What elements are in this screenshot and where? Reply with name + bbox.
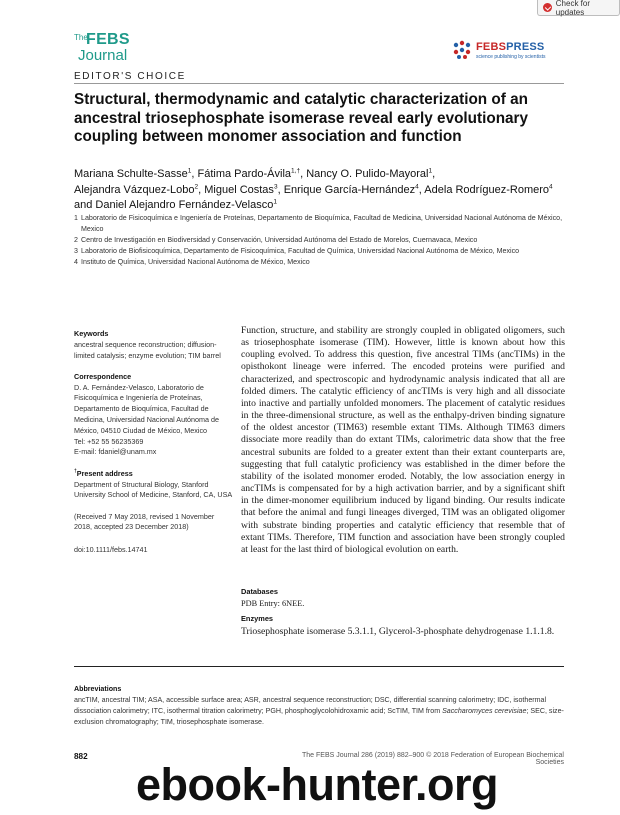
author-affiliation-marker: 3 <box>273 183 278 191</box>
author-list: Mariana Schulte-Sasse$^1$, Fátima Pardo-Ávila$^{1,\dagger}$, Nancy O. Pulido-Mayoral$^1$, Alejandra Vázquez-Lobo$^2$, Miguel Costas$^3$, Enrique García-Hernández$^4$, Adela Rodríguez-Romero$^4$ and Daniel Alejandro Fernández-Velasco$^1$ <box>74 167 553 212</box>
enzymes-heading: Enzymes <box>241 614 274 623</box>
watermark-text: ebook-hunter.org <box>136 759 498 810</box>
check-for-updates-badge[interactable] <box>537 0 620 16</box>
author-name: Miguel Costas <box>204 183 274 196</box>
affiliation-list <box>74 213 569 268</box>
keywords-heading: Keywords <box>74 329 109 338</box>
received-dates: (Received 7 May 2018, revised 1 November 2018, accepted 23 December 2018) <box>74 511 215 532</box>
journal-citation: The FEBS Journal 286 (2019) 882–900 © 2018 Federation of European Biochemical Societies <box>302 752 564 766</box>
databases-section <box>241 587 565 609</box>
author-affiliation-marker: 1 <box>273 198 277 206</box>
affiliation-item: 1 Laboratorio de Fisicoquímica e Ingeniería de Proteínas, Departamento de Bioquímica, Facultad de Medicina, Universidad Nacional Autónoma de México, Mexico <box>74 214 563 234</box>
febs-press-logo <box>452 38 564 62</box>
editors-choice-label: EDITOR'S CHOICE <box>74 71 186 82</box>
febs-press-name: FEBSPRESS <box>476 41 545 53</box>
logo-journal: Journal <box>78 47 128 64</box>
header-rule <box>74 83 564 84</box>
check-updates-label: Check for updates <box>555 0 590 17</box>
affiliation-item: 2 Centro de Investigación en Biodiversidad y Conservación, Universidad Autónoma del Estado de Morelos, Cuernavaca, Mexico <box>74 236 478 245</box>
correspondence-address: D. A. Fernández-Velasco, Laboratorio de Fisicoquímica e Ingeniería de Proteínas, Departamento de Bioquímica, Facultad de Medicina, Universidad Nacional Autónoma de México, 04510 Ciudad de México, Mexico <box>74 382 220 435</box>
febs-journal-logo <box>74 32 160 66</box>
author-name: Alejandra Vázquez-Lobo <box>74 183 195 196</box>
correspondence-email[interactable]: E-mail: fdaniel@unam.mx <box>74 447 157 457</box>
febs-press-dots-icon <box>452 40 474 60</box>
databases-heading: Databases <box>241 587 278 596</box>
abbreviations-text: ancTIM, ancestral TIM; ASA, accessible surface area; ASR, ancestral sequence reconstruction; DSC, differential scanning calorimetry; IDC, isothermal dissociation calorimetry; ITC, isothermal titration calorimetry; PGH, phosphoglycolohidroxamic acid; ScTIM, TIM from Saccharomyces cerevisiae; SEC, size-exclusion chromatography; TIM, triosephosphate isomerase. <box>74 695 564 726</box>
check-updates-icon <box>543 3 552 12</box>
author-affiliation-marker: 2 <box>194 183 199 191</box>
correspondence-tel: Tel: +52 55 56235369 <box>74 436 144 446</box>
article-title: Structural, thermodynamic and catalytic characterization of an ancestral triosephosphate isomerase reveal early evolutionary coupling between monomer association and function <box>74 91 529 146</box>
abstract-bottom-rule <box>74 666 564 667</box>
author-name: Adela Rodríguez-Romero <box>424 183 550 196</box>
abstract-text: Function, structure, and stability are strongly coupled in obligated oligomers, such as triosephosphate isomerase (TIM). However, little is known about how this coupling evolved. To address this question, five ancestral TIMs (ancTIMs) in the opisthokont lineage were inferred. The encoded proteins were purified and characterized, and spectroscopic and hydrodynamic analysis indicated that all are folded dimers. The catalytic efficiency of ancTIMs is very high and all dissociate into inactive and partially unfolded monomers. The placement of catalytic residues in the three-dimensional structure, as well as the enthalpy-driven binding signature of the oldest ancestor (TIM63) resemble extant TIMs. Although TIM63 dimers dissociate more readily than do extant TIMs, calorimetric data show that the free ancestral subunits are folded to a greater extent than their extant counterparts are, suggesting that full catalytic proficiency was established in the dimer before the stability of the isolated monomer eroded. Notably, the low association energy in ancTIMs is compensated for by a high activation barrier, and by a significant shift in the dimer-monomer equilibrium induced by ligand binding. Our results indicate that before the animal and fungi lineages diverged, TIM was an obligated oligomer with substrate binding properties and catalytic efficiency that resemble that of extant TIMs. Therefore, TIM function and association have been strongly coupled at least for the last third of biological evolution on earth. <box>241 325 565 555</box>
abbreviations-heading: Abbreviations <box>74 685 122 693</box>
author-affiliation-marker: 4 <box>415 183 419 191</box>
abbreviations-section <box>74 684 569 728</box>
logo-the: The <box>74 33 88 42</box>
affiliation-item: 3 Laboratorio de Biofisicoquímica, Departamento de Fisicoquímica, Facultad de Química, Universidad Nacional Autónoma de México, Mexico <box>74 247 520 256</box>
databases-text: PDB Entry: 6NEE. <box>241 599 305 608</box>
page-number: 882 <box>74 752 88 761</box>
logo-febs: FEBS <box>86 31 130 48</box>
author-affiliation-marker: 1,† <box>291 167 301 175</box>
author-name: Mariana Schulte-Sasse <box>74 168 188 180</box>
keywords-text: ancestral sequence reconstruction; diffusion-limited catalysis; enzyme evolution; TIM barrel <box>74 339 221 360</box>
author-affiliation-marker: 4 <box>549 183 553 191</box>
doi-link[interactable]: doi:10.1111/febs.14741 <box>74 545 148 555</box>
author-affiliation-marker: 1 <box>187 167 192 175</box>
enzymes-section <box>241 614 565 638</box>
article-sidebar <box>74 329 234 556</box>
affiliation-item: 4 Instituto de Química, Universidad Nacional Autónoma de México, Mexico <box>74 258 310 267</box>
correspondence-heading: Correspondence <box>74 371 132 381</box>
author-name: Enrique García-Hernández <box>283 183 416 196</box>
present-address-heading: †Present address <box>74 468 133 478</box>
enzymes-text: Triosephosphate isomerase 5.3.1.1, Glycerol-3-phosphate dehydrogenase 1.1.1.8. <box>241 626 555 637</box>
present-address-text: Department of Structural Biology, Stanford University School of Medicine, Stanford, CA, USA <box>74 479 233 500</box>
author-name: and Daniel Alejandro Fernández-Velasco <box>74 199 274 212</box>
author-name: Fátima Pardo-Ávila <box>197 168 292 180</box>
febs-press-tagline: science publishing by scientists <box>476 54 546 60</box>
author-affiliation-marker: 1 <box>428 167 433 175</box>
author-name: Nancy O. Pulido-Mayoral <box>306 168 429 180</box>
